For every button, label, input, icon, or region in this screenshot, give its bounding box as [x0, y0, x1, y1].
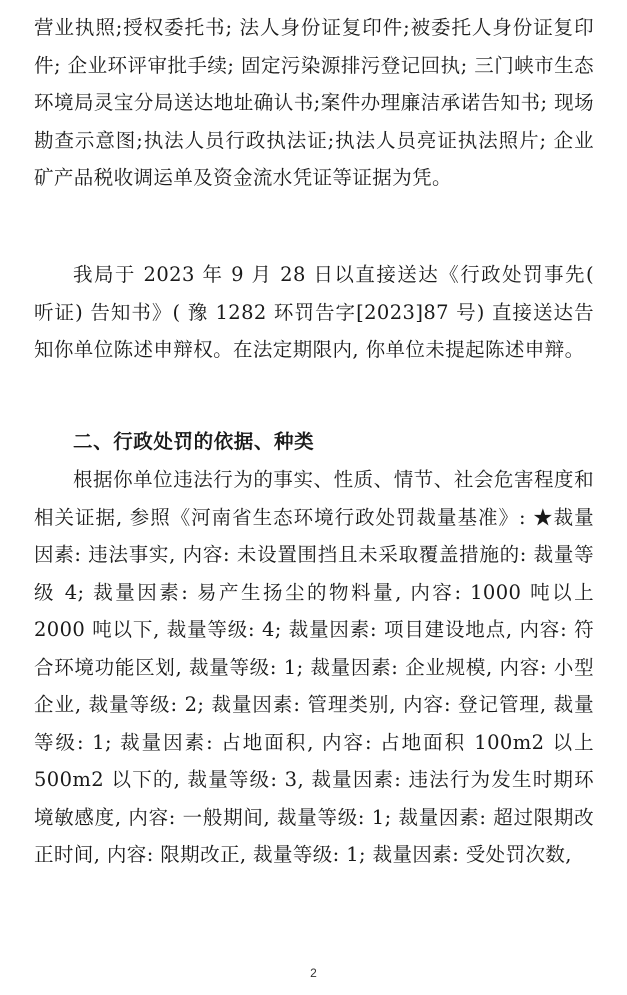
section-heading: 二、行政处罚的依据、种类	[73, 430, 315, 453]
evidence-list-paragraph: 营业执照;授权委托书; 法人身份证复印件;被委托人身份证复印件; 企业环评审批手续; 固定污染源排污登记回执; 三门峡市生态环境局灵宝分局送达地址确认书;案件办理廉洁承诺告知书; 现场勘查示意图;执法人员行政执法证;执法人员亮证执法照片; 企业矿产品税收调运单及资金流水凭证等证据为凭。	[34, 16, 594, 189]
notice-paragraph-block	[34, 256, 594, 369]
evidence-paragraph-block	[34, 9, 594, 197]
notice-delivery-paragraph: 我局于 2023 年 9 月 28 日以直接送达《行政处罚事先( 听证) 告知书》( 豫 1282 环罚告字[2023]87 号) 直接送达告知你单位陈述申辩权。在法定期限内, 你单位未提起陈述申辩。	[34, 263, 594, 361]
penalty-basis-paragraph: 根据你单位违法行为的事实、性质、情节、社会危害程度和相关证据, 参照《河南省生态环境行政处罚裁量基准》: ★裁量因素: 违法事实, 内容: 未设置围挡且未采取覆盖措施的: 裁量等级 4; 裁量因素: 易产生扬尘的物料量, 内容: 1000 吨以上 2000 吨以下, 裁量等级: 4; 裁量因素: 项目建设地点, 内容: 符合环境功能区划, 裁量等级: 1; 裁量因素: 企业规模, 内容: 小型企业, 裁量等级: 2; 裁量因素: 管理类别, 内容: 登记管理, 裁量等级: 1; 裁量因素: 占地面积, 内容: 占地面积 100m2 以上 500m2 以下的, 裁量等级: 3, 裁量因素: 违法行为发生时期环境敏感度, 内容: 一般期间, 裁量等级: 1; 裁量因素: 超过限期改正时间, 内容: 限期改正, 裁量等级: 1; 裁量因素: 受处罚次数,	[34, 468, 594, 866]
page-number: 2	[310, 966, 317, 980]
basis-paragraph-block	[34, 461, 594, 874]
